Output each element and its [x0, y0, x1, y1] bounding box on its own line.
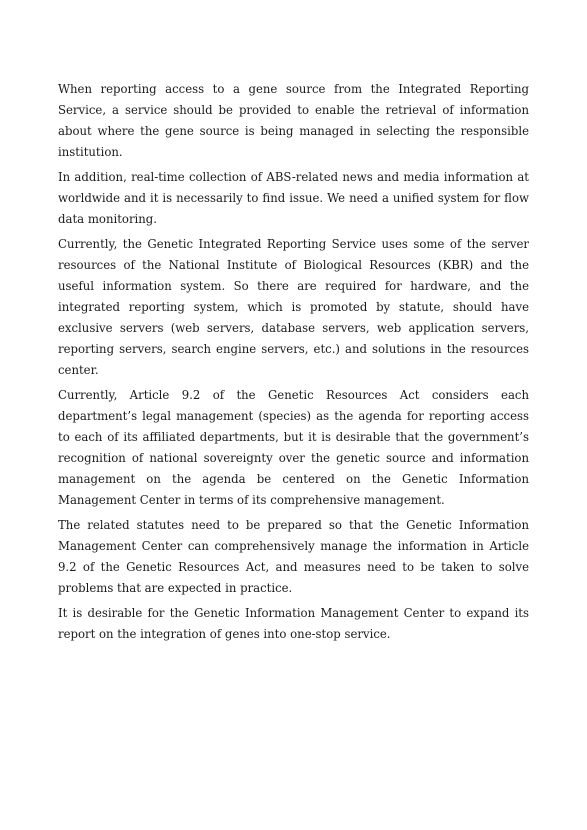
paragraph-server-resources: Currently, the Genetic Integrated Reporting Service uses some of the server resources of the National Institute of Biological Resources (KBR) and the useful information system. So there are required for hardware, and the integrated reporting system, which is promoted by statute, should have exclusive servers (web servers, database servers, web application servers, reporting servers, search engine servers, etc.) and solutions in the resources center. [58, 237, 529, 377]
paragraph-related-statutes: The related statutes need to be prepared so that the Genetic Information Management Center can comprehensively manage the information in Article 9.2 of the Genetic Resources Act, and measures need to be taken to solve problems that are expected in practice. [58, 518, 529, 595]
paragraph-article-9-2: Currently, Article 9.2 of the Genetic Resources Act considers each department’s legal management (species) as the agenda for reporting access to each of its affiliated departments, but it is desirable that the government’s recognition of national sovereignty over the genetic source and information management on the agenda be centered on the Genetic Information Management Center in terms of its comprehensive management. [58, 388, 529, 507]
paragraph-one-stop-service: It is desirable for the Genetic Information Management Center to expand its report on the integration of genes into one-stop service. [58, 606, 529, 641]
paragraph-abs-news-collection: In addition, real-time collection of ABS-related news and media information at worldwide and it is necessarily to find issue. We need a unified system for flow data monitoring. [58, 170, 529, 226]
document-body [58, 79, 529, 649]
paragraph-gene-source-retrieval: When reporting access to a gene source from the Integrated Reporting Service, a service should be provided to enable the retrieval of information about where the gene source is being managed in selecting the responsible institution. [58, 82, 529, 159]
